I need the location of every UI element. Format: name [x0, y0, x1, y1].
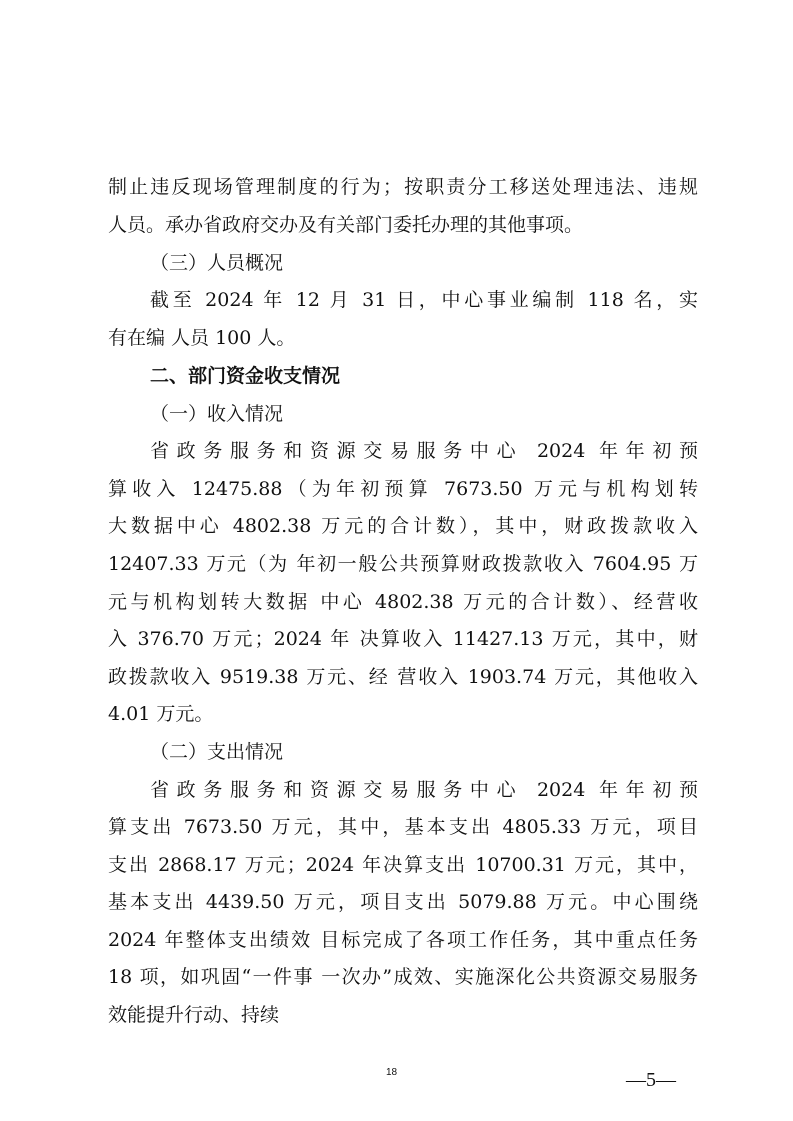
income-line-5: 元与机构划转大数据 中心 4802.38 万元的合计数）、经营收 [108, 591, 698, 613]
income-line-6: 入 376.70 万元；2024 年 决算收入 11427.13 万元，其中，财 [108, 628, 698, 650]
expense-line-5: 2024 年整体支出绩效 目标完成了各项工作任务，其中重点任务 [108, 929, 698, 951]
expense-line-7: 效能提升行动、持续 [108, 1004, 280, 1026]
expense-line-1: 省政务服务和资源交易服务中心 2024 年年初预 [150, 779, 698, 801]
expense-line-4: 基本支出 4439.50 万元，项目支出 5079.88 万元。中心围绕 [108, 891, 698, 913]
section-3-heading: （三）人员概况 [150, 252, 284, 274]
page-number: 18 [386, 1067, 398, 1078]
income-line-1: 省政务服务和资源交易服务中心 2024 年年初预 [150, 440, 698, 462]
income-line-4: 12407.33 万元（为 年初一般公共预算财政拨款收入 7604.95 万 [108, 553, 698, 575]
income-line-3: 大数据中心 4802.38 万元的合计数），其中，财政拨款收入 [108, 515, 698, 537]
income-line-7: 政拨款收入 9519.38 万元、经 营收入 1903.74 万元，其他收入 [108, 666, 698, 688]
expense-line-2: 算支出 7673.50 万元，其中，基本支出 4805.33 万元，项目 [108, 816, 698, 838]
paragraph-2-line-1: 截至 2024 年 12 月 31 日，中心事业编制 118 名，实 [150, 289, 698, 311]
expense-heading: （二）支出情况 [150, 741, 284, 763]
paragraph-1-line-1: 制止违反现场管理制度的行为；按职责分工移送处理违法、违规 [108, 176, 698, 198]
expense-line-3: 支出 2868.17 万元；2024 年决算支出 10700.31 万元，其中， [108, 854, 698, 876]
expense-line-6: 18 项，如巩固“一件事 一次办”成效、实施深化公共资源交易服务 [108, 966, 698, 988]
folio-page-marker: —5— [626, 1069, 676, 1091]
paragraph-2-line-2: 有在编 人员 100 人。 [108, 327, 296, 349]
income-line-8: 4.01 万元。 [108, 703, 214, 725]
chapter-2-heading: 二、部门资金收支情况 [150, 365, 341, 387]
income-heading: （一）收入情况 [150, 403, 284, 425]
income-line-2: 算收入 12475.88（为年初预算 7673.50 万元与机构划转 [108, 478, 698, 500]
paragraph-1-line-2: 人员。承办省政府交办及有关部门委托办理的其他事项。 [108, 214, 584, 236]
